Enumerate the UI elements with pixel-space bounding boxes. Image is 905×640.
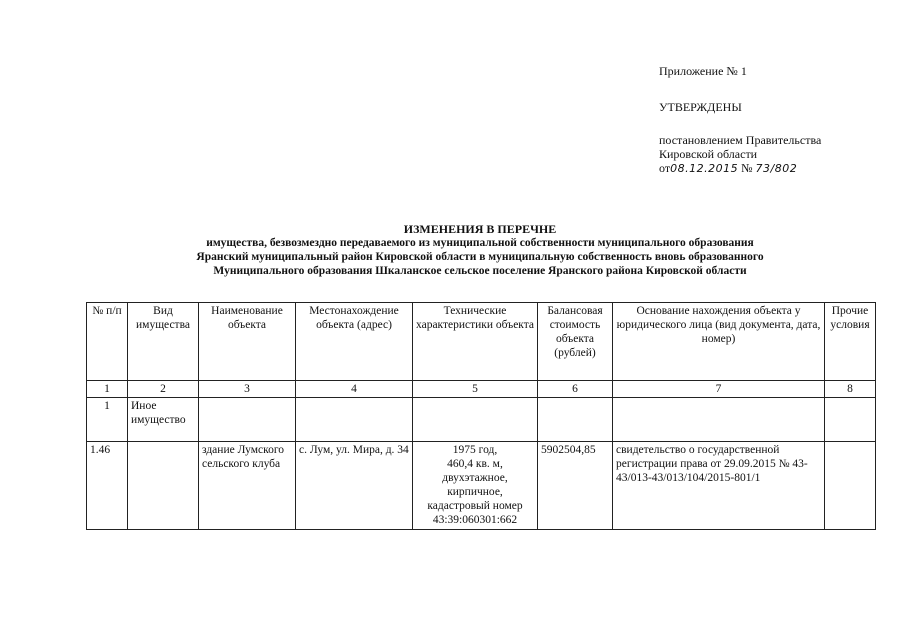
header-basis: Основание нахождения объекта у юридического лица (вид документа, дата, номер) xyxy=(613,303,825,381)
group-empty-6 xyxy=(538,398,613,442)
heading-line-3: Муниципального образования Шкаланское сельское поселение Яранского района Кировской области xyxy=(213,265,747,277)
tech-line-1: 1975 год, xyxy=(452,444,498,456)
header-location: Местонахождение объекта (адрес) xyxy=(296,303,413,381)
group-kind: Иное имущество xyxy=(128,398,199,442)
document-heading xyxy=(150,222,810,278)
colnum-8: 8 xyxy=(825,381,876,398)
item-name: здание Лумского сельского клуба xyxy=(199,442,296,530)
header-name: Наименование объекта xyxy=(199,303,296,381)
date-prefix: от xyxy=(659,161,671,175)
handwritten-date: 08.12.2015 xyxy=(670,162,739,175)
colnum-3: 3 xyxy=(199,381,296,398)
tech-line-2: 460,4 кв. м, xyxy=(447,458,503,470)
tech-line-4: кирпичное, xyxy=(447,486,503,498)
tech-line-5: кадастровый номер xyxy=(427,500,523,512)
colnum-2: 2 xyxy=(128,381,199,398)
group-num: 1 xyxy=(87,398,128,442)
property-table xyxy=(86,302,876,530)
approval-block xyxy=(659,64,821,176)
header-num: № п/п xyxy=(87,303,128,381)
colnum-4: 4 xyxy=(296,381,413,398)
item-other xyxy=(825,442,876,530)
item-kind xyxy=(128,442,199,530)
group-empty-3 xyxy=(199,398,296,442)
colnum-7: 7 xyxy=(613,381,825,398)
table-header-row xyxy=(87,303,876,381)
column-number-row xyxy=(87,381,876,398)
colnum-1: 1 xyxy=(87,381,128,398)
colnum-5: 5 xyxy=(413,381,538,398)
item-location: с. Лум, ул. Мира, д. 34 xyxy=(296,442,413,530)
group-row xyxy=(87,398,876,442)
group-empty-5 xyxy=(413,398,538,442)
decree-reference xyxy=(659,133,821,176)
table-row xyxy=(87,442,876,530)
annex-label: Приложение № 1 xyxy=(659,64,747,78)
item-tech xyxy=(413,442,538,530)
group-empty-4 xyxy=(296,398,413,442)
header-tech: Технические характеристики объекта xyxy=(413,303,538,381)
handwritten-number: 73/802 xyxy=(755,162,798,175)
header-other: Прочие условия xyxy=(825,303,876,381)
group-empty-8 xyxy=(825,398,876,442)
colnum-6: 6 xyxy=(538,381,613,398)
decree-date-line xyxy=(659,161,821,176)
group-empty-7 xyxy=(613,398,825,442)
item-balance: 5902504,85 xyxy=(538,442,613,530)
tech-line-3: двухэтажное, xyxy=(442,472,508,484)
item-num: 1.46 xyxy=(87,442,128,530)
decree-line-1: постановлением Правительства xyxy=(659,133,822,147)
header-kind: Вид имущества xyxy=(128,303,199,381)
item-basis: свидетельство о государственной регистрации права от 29.09.2015 № 43-43/013-43/013/104/2015-801/1 xyxy=(613,442,825,530)
header-balance: Балансовая стоимость объекта (рублей) xyxy=(538,303,613,381)
heading-line-1: имущества, безвозмездно передаваемого из муниципальной собственности муниципального образования xyxy=(206,237,754,249)
tech-line-6: 43:39:060301:662 xyxy=(432,514,518,526)
heading-line-2: Яранский муниципальный район Кировской области в муниципальную собственность вновь образованного xyxy=(196,251,764,263)
heading-title: ИЗМЕНЕНИЯ В ПЕРЕЧНЕ xyxy=(403,222,557,236)
number-prefix: № xyxy=(741,161,753,175)
decree-line-2: Кировской области xyxy=(659,147,758,161)
approved-label: УТВЕРЖДЕНЫ xyxy=(659,100,742,114)
